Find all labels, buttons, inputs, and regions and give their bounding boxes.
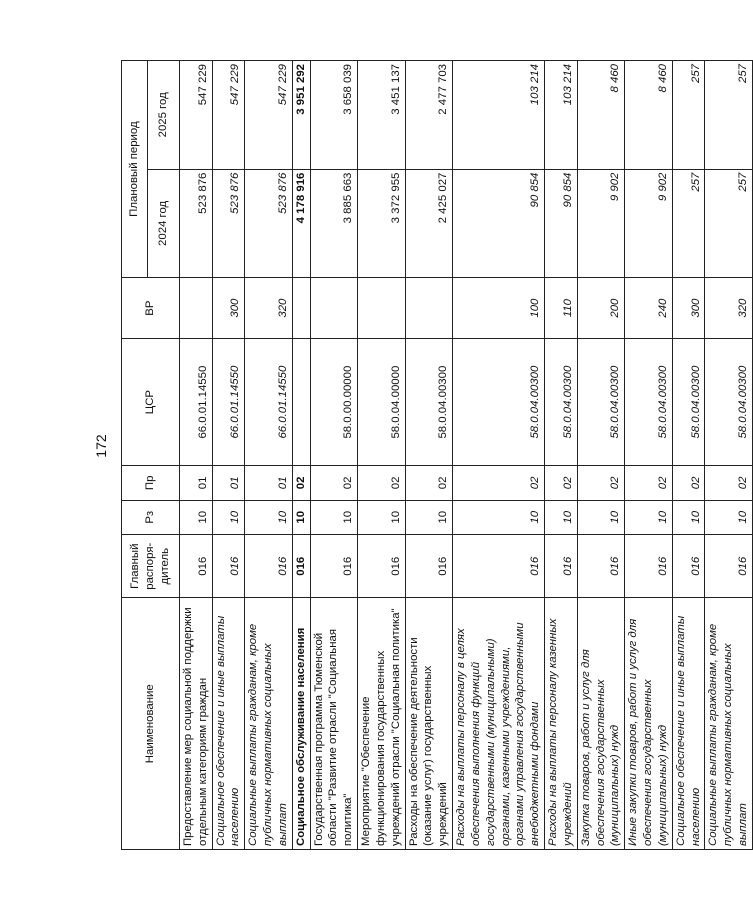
cell-name: Социальное обеспечение и иные выплаты населению (212, 598, 245, 850)
cell-pr: 02 (625, 466, 672, 500)
cell-pr: 02 (453, 466, 545, 500)
table-row (672, 61, 705, 850)
cell-v2024: 90 854 (545, 169, 578, 278)
cell-rz: 10 (358, 500, 405, 534)
cell-csr: 58.0.00.00000 (310, 339, 357, 466)
budget-table-wrapper (121, 60, 749, 850)
header-rz: Рз (122, 500, 180, 534)
cell-v2025: 103 214 (453, 61, 545, 170)
header-gr: Главный распоря-дитель (122, 534, 180, 598)
table-row (180, 61, 213, 850)
header-csr: ЦСР (122, 339, 180, 466)
table-row (405, 61, 452, 850)
cell-vr (310, 278, 357, 339)
cell-csr: 58.0.04.00000 (358, 339, 405, 466)
cell-gr: 016 (212, 534, 245, 598)
table-row (577, 61, 624, 850)
cell-v2025: 8 460 (625, 61, 672, 170)
header-pr: Пр (122, 466, 180, 500)
cell-gr: 016 (672, 534, 705, 598)
budget-table (121, 60, 753, 850)
cell-v2024: 4 178 916 (292, 169, 310, 278)
cell-name: Мероприятие "Обеспечение функционирования государственных учреждений отрасли "Социальная политика" (358, 598, 405, 850)
cell-gr: 016 (577, 534, 624, 598)
cell-vr: 300 (212, 278, 245, 339)
cell-name: Расходы на обеспечение деятельности (оказание услуг) государственных учреждений (405, 598, 452, 850)
cell-rz: 10 (405, 500, 452, 534)
cell-v2024: 9 902 (577, 169, 624, 278)
cell-csr: 58.0.04.00300 (545, 339, 578, 466)
cell-vr: 100 (453, 278, 545, 339)
cell-vr: 200 (577, 278, 624, 339)
cell-v2024: 523 876 (212, 169, 245, 278)
cell-v2025: 2 477 703 (405, 61, 452, 170)
header-2025: 2025 год (148, 61, 180, 170)
cell-v2025: 547 229 (245, 61, 292, 170)
cell-vr (292, 278, 310, 339)
cell-pr: 02 (310, 466, 357, 500)
cell-v2024: 257 (672, 169, 705, 278)
cell-pr: 02 (545, 466, 578, 500)
cell-gr: 016 (545, 534, 578, 598)
cell-v2024: 90 854 (453, 169, 545, 278)
cell-gr: 016 (292, 534, 310, 598)
cell-pr: 02 (292, 466, 310, 500)
cell-gr: 016 (310, 534, 357, 598)
table-row (310, 61, 357, 850)
cell-gr: 016 (625, 534, 672, 598)
cell-csr: 66.0.01.14550 (180, 339, 213, 466)
cell-name: Предоставление мер социальной поддержки отдельным категориям граждан (180, 598, 213, 850)
cell-vr: 110 (545, 278, 578, 339)
cell-gr: 016 (180, 534, 213, 598)
cell-name: Расходы на выплаты персоналу казенных учреждений (545, 598, 578, 850)
cell-v2024: 257 (705, 169, 752, 278)
cell-pr: 02 (358, 466, 405, 500)
cell-gr: 016 (358, 534, 405, 598)
cell-name: Социальное обслуживание населения (292, 598, 310, 850)
table-row (625, 61, 672, 850)
cell-rz: 10 (212, 500, 245, 534)
cell-v2025: 3 658 039 (310, 61, 357, 170)
cell-gr: 016 (405, 534, 452, 598)
cell-v2024: 9 902 (625, 169, 672, 278)
cell-v2024: 523 876 (245, 169, 292, 278)
cell-pr: 01 (212, 466, 245, 500)
cell-rz: 10 (545, 500, 578, 534)
cell-pr: 02 (577, 466, 624, 500)
cell-gr: 016 (705, 534, 752, 598)
cell-v2025: 547 229 (212, 61, 245, 170)
header-vr: ВР (122, 278, 180, 339)
header-2024: 2024 год (148, 169, 180, 278)
cell-rz: 10 (245, 500, 292, 534)
page-number: 172 (93, 434, 109, 458)
cell-vr: 320 (705, 278, 752, 339)
cell-pr: 02 (705, 466, 752, 500)
cell-name: Закупка товаров, работ и услуг для обеспечения государственных (муниципальных) нужд (577, 598, 624, 850)
cell-csr: 58.0.04.00300 (625, 339, 672, 466)
table-row (705, 61, 752, 850)
cell-vr (405, 278, 452, 339)
cell-rz: 10 (577, 500, 624, 534)
cell-v2025: 257 (672, 61, 705, 170)
cell-rz: 10 (180, 500, 213, 534)
header-name: Наименование (122, 598, 180, 850)
cell-v2025: 103 214 (545, 61, 578, 170)
cell-rz: 10 (453, 500, 545, 534)
cell-name: Государственная программа Тюменской области "Развитие отрасли "Социальная политика" (310, 598, 357, 850)
cell-v2025: 257 (705, 61, 752, 170)
cell-v2024: 3 885 663 (310, 169, 357, 278)
cell-csr: 58.0.04.00300 (577, 339, 624, 466)
cell-csr: 58.0.04.00300 (672, 339, 705, 466)
table-row (245, 61, 292, 850)
cell-csr: 66.0.01.14550 (245, 339, 292, 466)
table-row (292, 61, 310, 850)
cell-rz: 10 (705, 500, 752, 534)
cell-v2024: 2 425 027 (405, 169, 452, 278)
cell-vr: 300 (672, 278, 705, 339)
cell-csr: 58.0.04.00300 (453, 339, 545, 466)
cell-v2025: 3 451 137 (358, 61, 405, 170)
cell-rz: 10 (625, 500, 672, 534)
cell-pr: 01 (245, 466, 292, 500)
cell-name: Расходы на выплаты персоналу в целях обеспечения выполнения функций государственными (муниципальными) органами, казенными учреждениями, органами управления государственными внебюджетными фондами (453, 598, 545, 850)
cell-v2025: 547 229 (180, 61, 213, 170)
cell-name: Социальное обеспечение и иные выплаты населению (672, 598, 705, 850)
table-body (180, 61, 753, 850)
table-row (453, 61, 545, 850)
cell-vr: 320 (245, 278, 292, 339)
cell-v2025: 8 460 (577, 61, 624, 170)
cell-name: Иные закупки товаров, работ и услуг для обеспечения государственных (муниципальных) нужд (625, 598, 672, 850)
table-row (212, 61, 245, 850)
cell-csr: 58.0.04.00300 (405, 339, 452, 466)
cell-gr: 016 (453, 534, 545, 598)
cell-rz: 10 (672, 500, 705, 534)
cell-v2024: 3 372 955 (358, 169, 405, 278)
cell-rz: 10 (310, 500, 357, 534)
cell-csr (292, 339, 310, 466)
cell-vr (358, 278, 405, 339)
cell-v2024: 523 876 (180, 169, 213, 278)
cell-csr: 66.0.01.14550 (212, 339, 245, 466)
table-row (358, 61, 405, 850)
header-plan-period: Плановый период (122, 61, 148, 278)
cell-name: Социальные выплаты гражданам, кроме публичных нормативных социальных выплат (705, 598, 752, 850)
cell-gr: 016 (245, 534, 292, 598)
cell-v2025: 3 951 292 (292, 61, 310, 170)
cell-pr: 01 (180, 466, 213, 500)
cell-pr: 02 (405, 466, 452, 500)
table-row (545, 61, 578, 850)
cell-rz: 10 (292, 500, 310, 534)
cell-vr (180, 278, 213, 339)
cell-pr: 02 (672, 466, 705, 500)
cell-name: Социальные выплаты гражданам, кроме публичных нормативных социальных выплат (245, 598, 292, 850)
cell-vr: 240 (625, 278, 672, 339)
cell-csr: 58.0.04.00300 (705, 339, 752, 466)
